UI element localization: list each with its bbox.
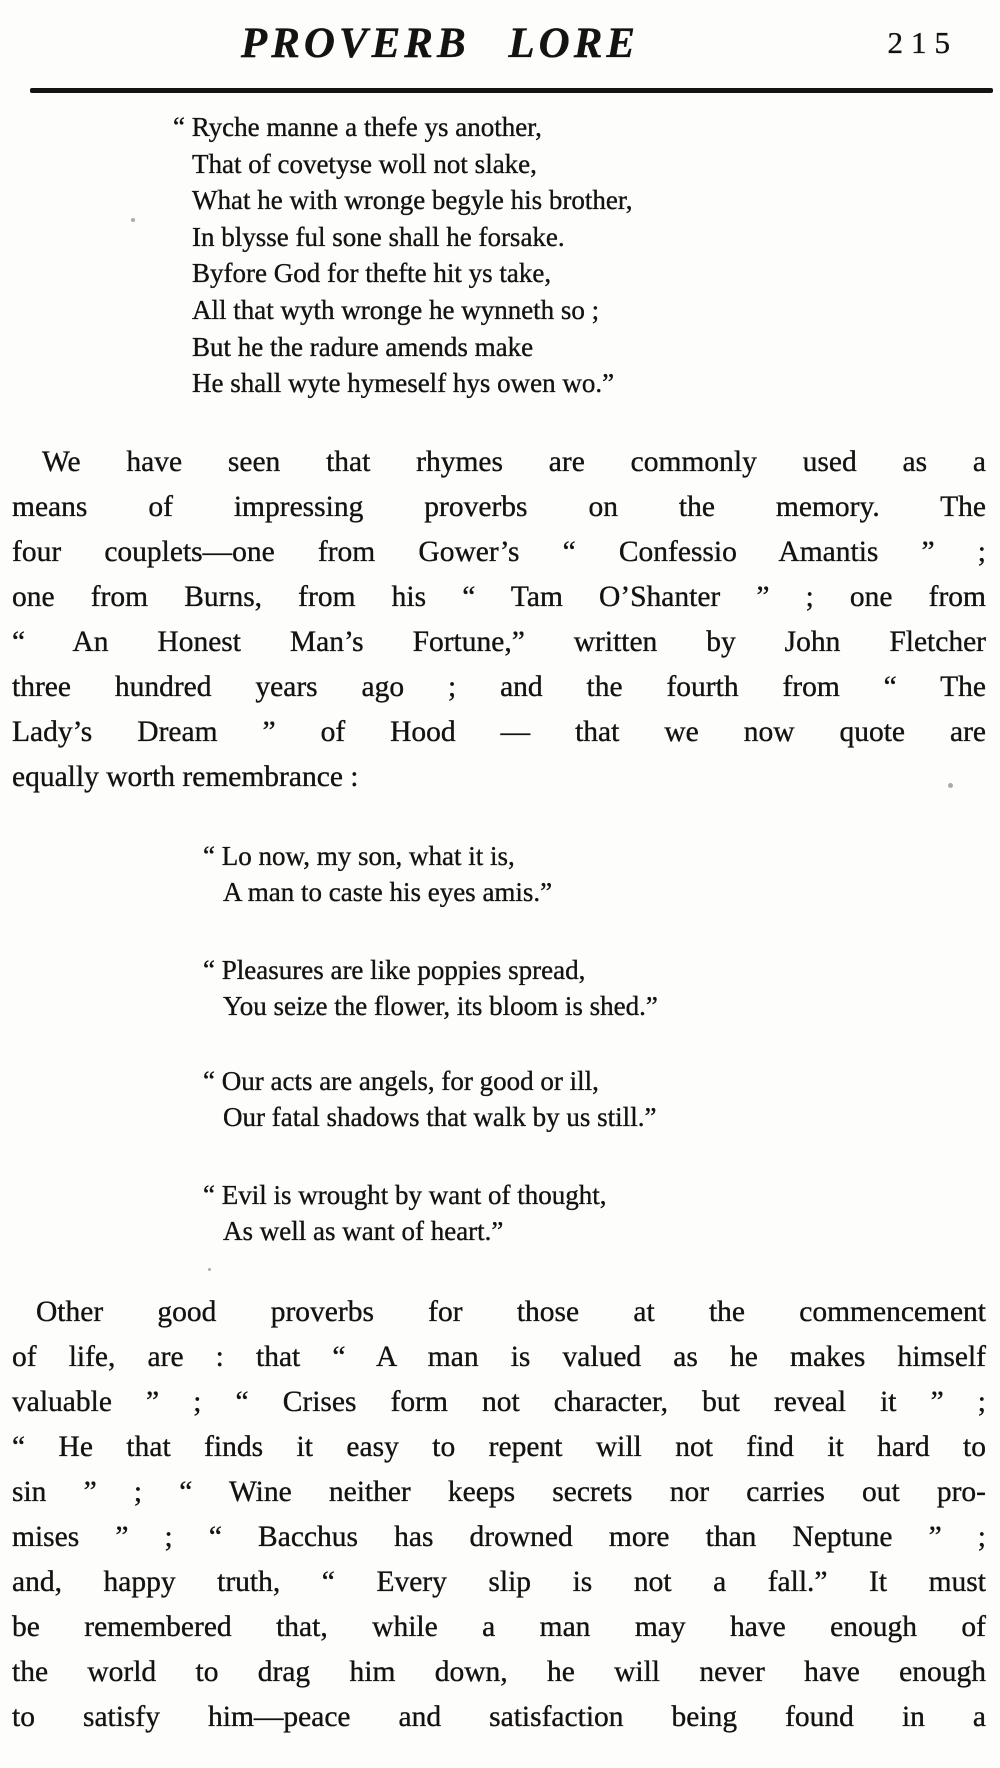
- couplet-line: “ Pleasures are like poppies spread,: [203, 955, 586, 985]
- text-line: of life, are : that “ A man is valued as he makes himself: [12, 1341, 986, 1373]
- text-line: means of impressing proverbs on the memory. The: [12, 491, 986, 523]
- text-line: four couplets—one from Gower’s “ Confessio Amantis ” ;: [12, 536, 986, 568]
- couplet-line: Our fatal shadows that walk by us still.”: [223, 1101, 657, 1132]
- text-line: be remembered that, while a man may have enough of: [12, 1611, 986, 1643]
- paragraph-rhymes: [12, 440, 986, 800]
- couplet-gower: [0, 839, 1000, 910]
- text-line: the world to drag him down, he will never have enough: [12, 1656, 986, 1688]
- verse-block: [0, 109, 1000, 402]
- text-line: mises ” ; “ Bacchus has drowned more than Neptune ” ;: [12, 1521, 986, 1553]
- paragraph-other-proverbs: [12, 1290, 986, 1740]
- text-line: “ He that finds it easy to repent will not find it hard to: [12, 1431, 986, 1463]
- couplet-line: A man to caste his eyes amis.”: [223, 876, 553, 907]
- verse-line: “ Ryche manne a thefe ys another,: [173, 112, 542, 142]
- verse-line: But he the radure amends make: [192, 331, 534, 362]
- text-line: valuable ” ; “ Crises form not character, but reveal it ” ;: [12, 1386, 986, 1418]
- couplet-hood: [0, 1178, 1000, 1249]
- text-line: Other good proverbs for those at the commencement: [36, 1296, 986, 1328]
- header-rule: [30, 88, 993, 93]
- scan-speck: [131, 218, 135, 222]
- scan-speck: [948, 783, 953, 788]
- couplet-line: You seize the flower, its bloom is shed.”: [223, 990, 658, 1021]
- text-line: one from Burns, from his “ Tam O’Shanter ” ; one from: [12, 581, 986, 613]
- verse-line: All that wyth wronge he wynneth so ;: [192, 294, 600, 325]
- running-head-title: PROVERB LORE: [240, 20, 640, 67]
- couplet-burns: [0, 953, 1000, 1024]
- text-line: “ An Honest Man’s Fortune,” written by John Fletcher: [12, 626, 986, 658]
- verse-line: He shall wyte hymeself hys owen wo.”: [192, 368, 615, 399]
- text-line: to satisfy him—peace and satisfaction being found in a: [12, 1701, 986, 1733]
- text-line: three hundred years ago ; and the fourth from “ The: [12, 671, 986, 703]
- page-number: 215: [887, 25, 958, 60]
- couplet-line: “ Our acts are angels, for good or ill,: [203, 1066, 599, 1096]
- text-line: equally worth remembrance :: [12, 761, 359, 793]
- verse-line: In blysse ful sone shall he forsake.: [192, 221, 565, 252]
- couplet-line: As well as want of heart.”: [223, 1215, 504, 1246]
- couplet-fletcher: [0, 1064, 1000, 1135]
- couplet-line: “ Evil is wrought by want of thought,: [203, 1180, 607, 1210]
- couplet-line: “ Lo now, my son, what it is,: [203, 841, 515, 871]
- verse-line: What he with wronge begyle his brother,: [192, 185, 633, 216]
- text-line: Lady’s Dream ” of Hood — that we now quote are: [12, 716, 986, 748]
- verse-line: That of covetyse woll not slake,: [192, 148, 537, 179]
- text-line: and, happy truth, “ Every slip is not a fall.” It must: [12, 1566, 986, 1598]
- text-line: We have seen that rhymes are commonly used as a: [42, 446, 986, 478]
- text-line: sin ” ; “ Wine neither keeps secrets nor carries out pro-: [12, 1476, 986, 1508]
- scan-speck: [208, 1268, 211, 1271]
- verse-line: Byfore God for thefte hit ys take,: [192, 258, 552, 289]
